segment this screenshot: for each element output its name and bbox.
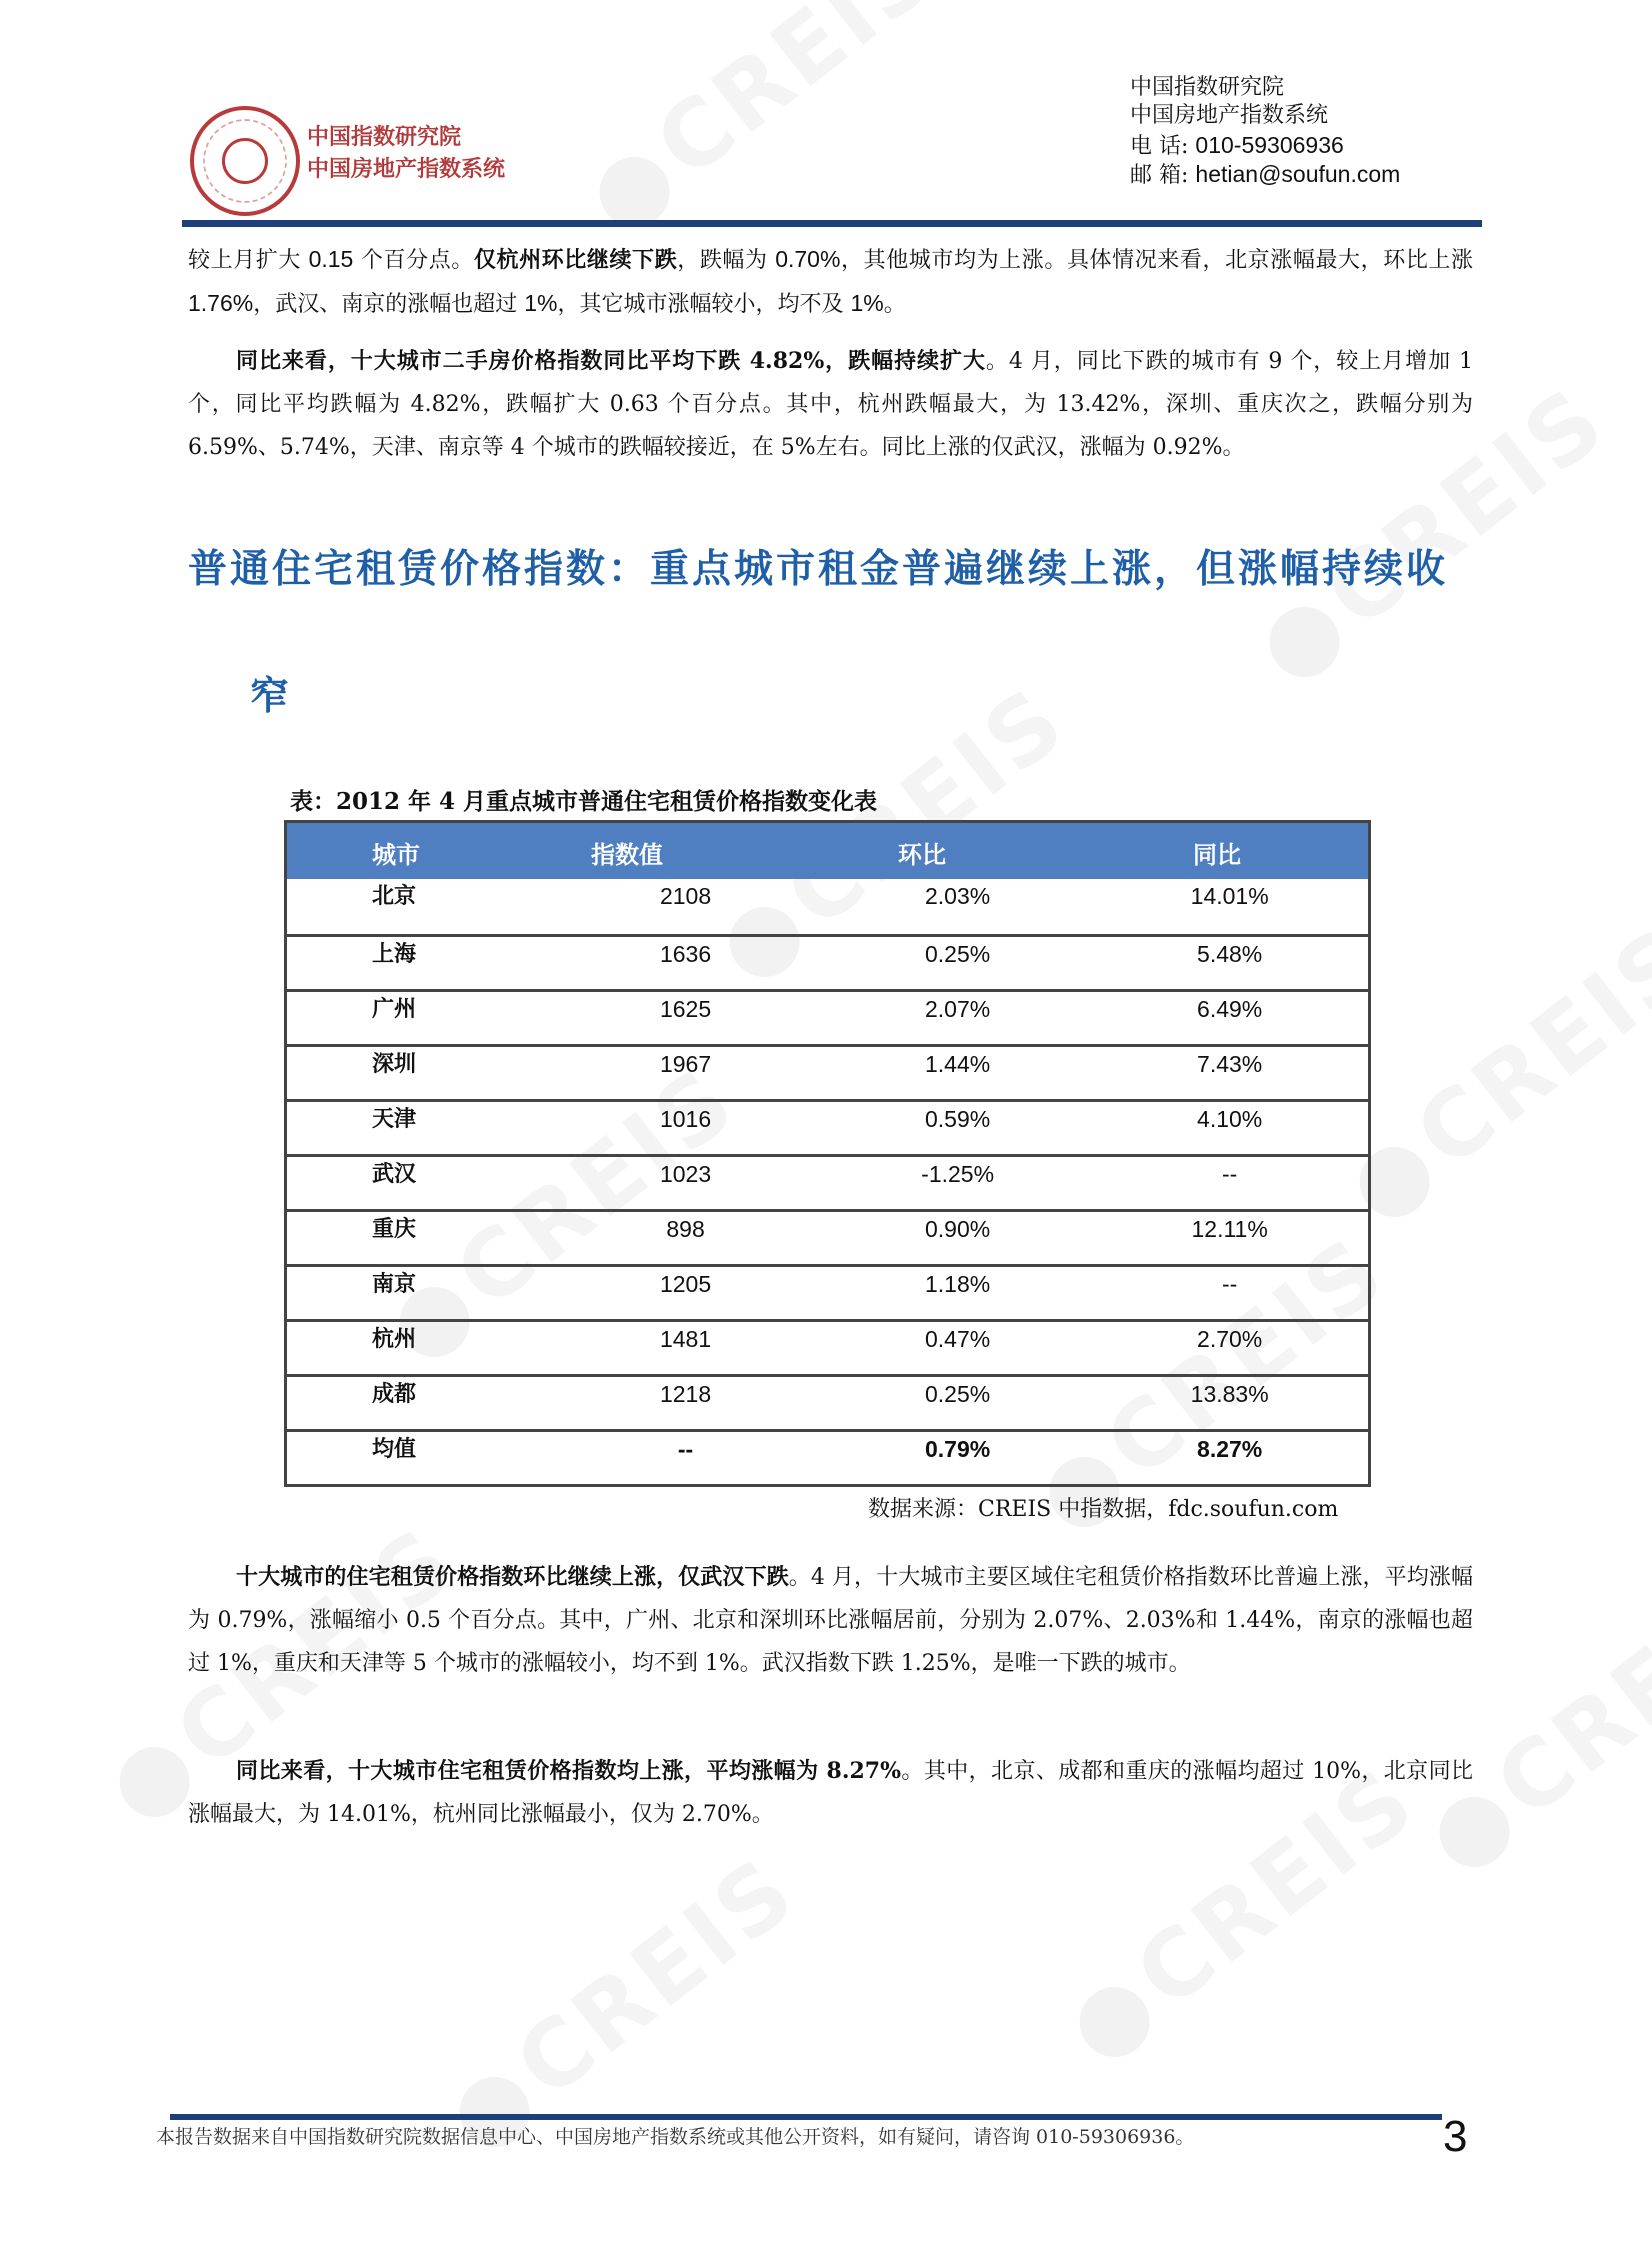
table-header-row xyxy=(287,823,1368,879)
table-row: 杭州 1481 0.47% 2.70% xyxy=(287,1319,1368,1374)
header-rule xyxy=(182,220,1482,227)
contact-phone xyxy=(1130,131,1344,161)
table-row: 武汉 1023 -1.25% -- xyxy=(287,1154,1368,1209)
header-org-name: 中国指数研究院 xyxy=(307,125,462,150)
watermark xyxy=(1330,906,1652,1240)
table-row: 北京 2108 2.03% 14.01% xyxy=(372,883,1269,909)
footer-note: 本报告数据来自中国指数研究院数据信息中心、中国房地产指数系统或其他公开资料，如有疑问，请咨询 010-59306936。 xyxy=(156,2126,1195,2148)
phone-number: 010-59306936 xyxy=(1195,132,1344,158)
footer-rule xyxy=(170,2114,1442,2120)
email-label: 邮 箱: xyxy=(1130,163,1189,188)
section-title: 普通住宅租赁价格指数：重点城市租金普遍继续上涨，但涨幅持续收 xyxy=(188,546,1449,592)
table-row: 成都 1218 0.25% 13.83% xyxy=(287,1374,1368,1429)
table-row-average: 均值 -- 0.79% 8.27% xyxy=(287,1429,1368,1484)
paragraph-rent-yoy: 同比来看，十大城市住宅租赁价格指数均上涨，平均涨幅为 8.27%。其中，北京、成都和重庆的涨幅均超过 10%，北京同比涨幅最大，为 14.01%，杭州同比涨幅最小，仅为 2.70%。 xyxy=(188,1758,1473,1827)
email-address[interactable]: hetian@soufun.com xyxy=(1195,161,1401,187)
header-system-name: 中国房地产指数系统 xyxy=(307,157,506,182)
table-caption: 表：2012 年 4 月重点城市普通住宅租赁价格指数变化表 xyxy=(290,788,878,815)
table-row: 天津 1016 0.59% 4.10% xyxy=(287,1099,1368,1154)
table-row: 重庆 898 0.90% 12.11% xyxy=(287,1209,1368,1264)
watermark xyxy=(570,0,956,251)
phone-label: 电 话: xyxy=(1130,134,1189,159)
table-header-city: 城市 xyxy=(372,840,420,869)
watermark xyxy=(430,1836,816,2170)
table-row: 南京 1205 1.18% -- xyxy=(287,1264,1368,1319)
table-row: 深圳 1967 1.44% 7.43% xyxy=(287,1044,1368,1099)
table-row: 上海 1636 0.25% 5.48% xyxy=(287,934,1368,989)
table-header-index: 指数值 xyxy=(591,840,663,869)
table-header-yoy: 同比 xyxy=(1193,840,1241,869)
contact-org: 中国指数研究院 xyxy=(1130,75,1285,100)
rent-index-table xyxy=(284,820,1371,1487)
table-header-mom: 环比 xyxy=(898,840,946,869)
section-title-continued: 窄 xyxy=(250,673,293,719)
table-source: 数据来源：CREIS 中指数据，fdc.soufun.com xyxy=(868,1497,1339,1522)
table-row: 广州 1625 2.07% 6.49% xyxy=(287,989,1368,1044)
paragraph-rent-mom: 十大城市的住宅租赁价格指数环比继续上涨，仅武汉下跌。4 月，十大城市主要区域住宅租赁价格指数环比普遍上涨，平均涨幅为 0.79%，涨幅缩小 0.5 个百分点。其中，广州、北京和深圳环比涨幅居前，分别为 2.07%、2.03%和 1.44%，南京的涨幅也超过 1%，重庆和天津等 5 个城市的涨幅较小，均不到 1%。武汉指数下跌 1.25%，是唯一下跌的城市。 xyxy=(188,1564,1473,1676)
contact-email xyxy=(1130,160,1400,190)
academy-logo xyxy=(190,106,300,216)
page-number: 3 xyxy=(1443,2112,1468,2161)
contact-system: 中国房地产指数系统 xyxy=(1130,103,1329,128)
paragraph-resale-mom: 较上月扩大 0.15 个百分点。仅杭州环比继续下跌，跌幅为 0.70%，其他城市均为上涨。具体情况来看，北京涨幅最大，环比上涨 1.76%，武汉、南京的涨幅也超过 1%，其它城市涨幅较小，均不及 1%。 xyxy=(188,246,1474,317)
paragraph-resale-yoy: 同比来看，十大城市二手房价格指数同比平均下跌 4.82%，跌幅持续扩大。4 月，同比下跌的城市有 9 个，较上月增加 1 个，同比平均跌幅为 4.82%，跌幅扩大 0.63 个百分点。其中，杭州跌幅最大，为 13.42%，深圳、重庆次之，跌幅分别为 6.59%、5.74%，天津、南京等 4 个城市的跌幅较接近，在 5%左右。同比上涨的仅武汉，涨幅为 0.92%。 xyxy=(188,348,1473,460)
